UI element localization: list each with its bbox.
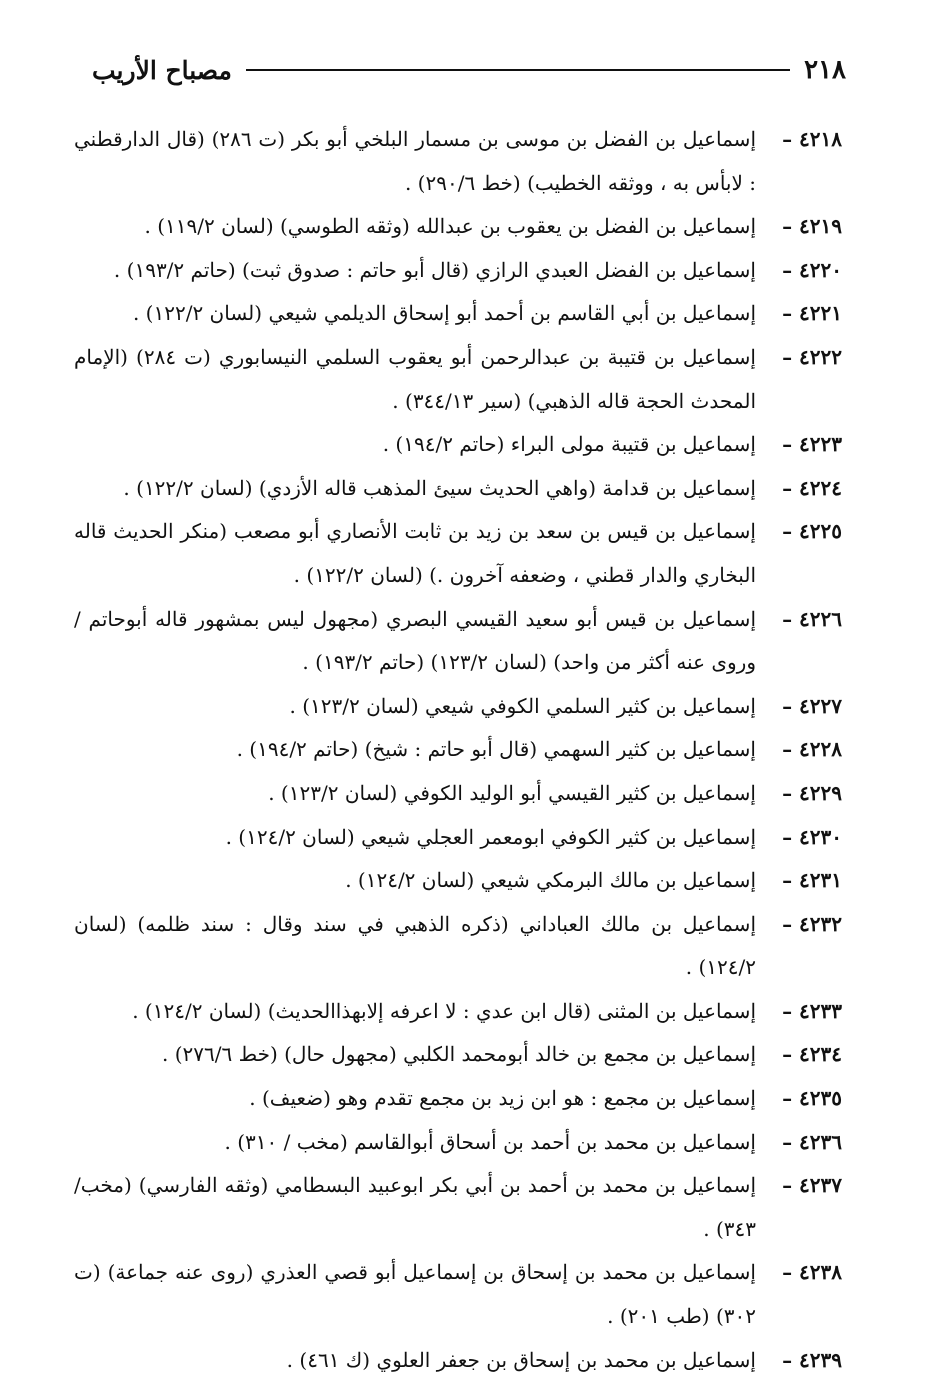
entry-text: إسماعيل بن مجمع : هو ابن زيد بن مجمع تقدم وهو (ضعيف) . — [249, 1086, 756, 1111]
entry-text: إسماعيل بن قيس بن سعد بن زيد بن ثابت الأنصاري أبو مصعب (منكر الحديث قاله البخاري والدار قطني ، وضعفه آخرون .) (لسان ١٢٢/٢) . — [74, 519, 756, 587]
entry — [74, 1121, 842, 1165]
entry-text: إسماعيل بن الفضل بن موسى بن مسمار البلخي أبو بكر (ت ٢٨٦) (قال الدارقطني : لابأس به ، ووثقه الخطيب) (خط ٢٩٠/٦) . — [74, 127, 756, 195]
entry-text: إسماعيل بن أبي القاسم بن أحمد أبو إسحاق الديلمي شيعي (لسان ١٢٢/٢) . — [132, 301, 756, 326]
entry-number: ٤٢٣٦ – — [782, 1129, 842, 1154]
entry — [74, 205, 842, 249]
entry-number: ٤٢٢٣ – — [782, 432, 842, 457]
entry-number: ٤٢٣٥ – — [782, 1086, 842, 1111]
entry-number: ٤٢١٨ – — [782, 127, 842, 151]
entry-text: إسماعيل بن مالك البرمكي شيعي (لسان ١٢٤/٢) . — [345, 868, 756, 893]
entry-text: إسماعيل بن قيس أبو سعيد القيسي البصري (مجهول ليس بمشهور قاله أبوحاتم /وروى عنه أكثر من واحد) (لسان ١٢٣/٢) (حاتم ١٩٣/٢) . — [74, 606, 756, 675]
entry-text: إسماعيل بن قتيبة مولى البراء (حاتم ١٩٤/٢) . — [382, 432, 756, 457]
entry-number: ٤٢٢٩ – — [782, 780, 842, 805]
entry-text: إسماعيل بن الفضل بن يعقوب بن عبدالله (وثقه الطوسي) (لسان ١١٩/٢) . — [144, 214, 756, 239]
entry-number: ٤٢٢٦ – — [782, 606, 842, 631]
entry-text: إسماعيل بن مالك العباداني (ذكره الذهبي في سند وقال : سند ظلمه) (لسان ١٢٤/٢) . — [74, 911, 756, 980]
entry-text: إسماعيل بن محمد بن أحمد بن أسحاق أبوالقاسم (مخب / ٣١٠) . — [224, 1129, 756, 1154]
entry-text: إسماعيل بن قدامة (واهي الحديث سيئ المذهب قاله الأزدي) (لسان ١٢٢/٢) . — [123, 475, 756, 500]
entry-number: ٤٢٣٣ – — [782, 998, 842, 1023]
entry-text: إسماعيل بن كثير السلمي الكوفي شيعي (لسان ١٢٣/٢) . — [289, 693, 756, 718]
entry-text: إسماعيل بن قتيبة بن عبدالرحمن أبو يعقوب السلمي النيسابوري (ت ٢٨٤) (الإمام المحدث الحجة قاله الذهبي) (سير ٣٤٤/١٣) . — [74, 344, 756, 413]
entry — [74, 336, 842, 423]
entry-number: ٤٢٣١ – — [782, 868, 842, 893]
header-rule — [246, 69, 790, 71]
entry — [74, 772, 842, 816]
entry — [74, 1033, 842, 1077]
entry-number: ٤٢٢١ – — [782, 301, 842, 326]
entry — [74, 510, 842, 597]
entry-number: ٤٢١٩ – — [782, 214, 842, 239]
entry-text: إسماعيل بن مجمع بن خالد أبومحمد الكلبي (مجهول حال) (خط ٢٧٦/٦) . — [162, 1042, 756, 1067]
entry-number: ٤٢٢٤ – — [782, 475, 842, 500]
entry-text: إسماعيل بن المثنى (قال ابن عدي : لا اعرفه إلابهذاالحديث) (لسان ١٢٤/٢) . — [132, 998, 756, 1023]
entry — [74, 249, 842, 293]
entry-number: ٤٢٢٨ – — [782, 737, 842, 762]
entry — [74, 598, 842, 685]
entry-text: إسماعيل بن كثير الكوفي ابومعمر العجلي شيعي (لسان ١٢٤/٢) . — [225, 824, 756, 849]
page-number: ٢١٨ — [804, 55, 846, 85]
entry-number: ٤٢٣٨ – — [782, 1260, 842, 1285]
entry-number: ٤٢٣٧ – — [782, 1173, 842, 1198]
entry-number: ٤٢٢٧ – — [782, 693, 842, 718]
entry-text: إسماعيل بن كثير القيسي أبو الوليد الكوفي (لسان ١٢٣/٢) . — [268, 780, 756, 805]
entry-list — [74, 118, 842, 1382]
entry-number: ٤٢٣٩ – — [782, 1347, 842, 1372]
entry — [74, 467, 842, 511]
running-title: مصباح الأريب — [92, 55, 232, 85]
entry — [74, 990, 842, 1034]
entry-text: إسماعيل بن محمد بن أحمد بن أبي بكر ابوعبيد البسطامي (وثقه الفارسي) (مخب/٣٤٣) . — [74, 1173, 756, 1241]
entry-text: إسماعيل بن الفضل العبدي الرازي (قال أبو حاتم : صدوق ثبت) (حاتم ١٩٣/٢) . — [113, 257, 756, 282]
entry-number: ٤٢٢٢ – — [782, 344, 842, 369]
entry-number: ٤٢٣٢ – — [782, 911, 842, 936]
entry — [74, 1339, 842, 1382]
entry-text: إسماعيل بن كثير السهمي (قال أبو حاتم : شيخ) (حاتم ١٩٤/٢) . — [236, 737, 756, 762]
running-header — [92, 50, 846, 90]
entry-number: ٤٢٢٠ – — [782, 257, 842, 282]
entry — [74, 816, 842, 860]
entry-text: إسماعيل بن محمد بن إسحاق بن إسماعيل أبو قصي العذري (روى عنه جماعة) (ت ٣٠٢) (طب ٢٠١) . — [74, 1260, 756, 1329]
entry-number: ٤٢٢٥ – — [782, 519, 842, 544]
entry — [74, 423, 842, 467]
entry-text: إسماعيل بن محمد بن إسحاق بن جعفر العلوي (ك ٤٦١) . — [286, 1347, 756, 1372]
entry-number: ٤٢٣٠ – — [782, 824, 842, 849]
entry — [74, 1251, 842, 1338]
entry — [74, 903, 842, 990]
entry — [74, 859, 842, 903]
entry — [74, 118, 842, 205]
entry — [74, 292, 842, 336]
entry-number: ٤٢٣٤ – — [782, 1042, 842, 1067]
entry — [74, 1164, 842, 1251]
entry — [74, 1077, 842, 1121]
entry — [74, 685, 842, 729]
entry — [74, 728, 842, 772]
